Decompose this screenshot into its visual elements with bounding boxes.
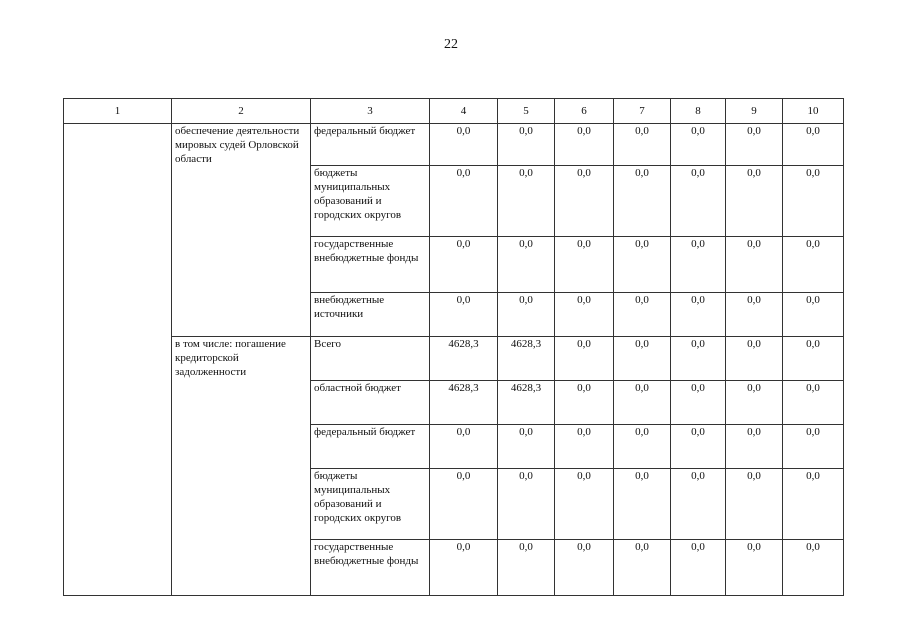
header-col-3: 3 [311, 99, 430, 124]
table-row [64, 337, 844, 381]
value-cell: 0,0 [671, 166, 726, 237]
value-cell: 0,0 [498, 469, 555, 540]
value-cell: 0,0 [498, 124, 555, 166]
value-cell: 0,0 [614, 293, 671, 337]
value-cell: 0,0 [555, 166, 614, 237]
value-cell: 0,0 [614, 469, 671, 540]
value-cell: 0,0 [614, 124, 671, 166]
value-cell: 0,0 [783, 469, 844, 540]
header-col-9: 9 [726, 99, 783, 124]
value-cell: 0,0 [783, 293, 844, 337]
value-cell: 0,0 [498, 293, 555, 337]
header-col-8: 8 [671, 99, 726, 124]
value-cell: 4628,3 [498, 337, 555, 381]
value-cell: 0,0 [671, 337, 726, 381]
value-cell: 0,0 [614, 237, 671, 293]
value-cell: 0,0 [671, 293, 726, 337]
value-cell: 0,0 [430, 237, 498, 293]
value-cell: 4628,3 [430, 381, 498, 425]
value-cell: 0,0 [726, 425, 783, 469]
header-col-1: 1 [64, 99, 172, 124]
header-row [64, 99, 844, 124]
value-cell: 0,0 [783, 381, 844, 425]
value-cell: 0,0 [498, 237, 555, 293]
value-cell: 0,0 [726, 469, 783, 540]
header-col-7: 7 [614, 99, 671, 124]
header-col-10: 10 [783, 99, 844, 124]
value-cell: 0,0 [671, 124, 726, 166]
funding-source: Всего [311, 337, 430, 381]
header-col-4: 4 [430, 99, 498, 124]
table-body [64, 124, 844, 596]
column-1-cell [64, 124, 172, 596]
value-cell: 0,0 [614, 166, 671, 237]
value-cell: 0,0 [783, 124, 844, 166]
value-cell: 0,0 [430, 540, 498, 596]
value-cell: 0,0 [614, 337, 671, 381]
value-cell: 0,0 [671, 381, 726, 425]
value-cell: 0,0 [726, 540, 783, 596]
header-col-6: 6 [555, 99, 614, 124]
value-cell: 0,0 [555, 469, 614, 540]
table-row [64, 124, 844, 166]
funding-source: бюджеты муниципальных образований и городских округов [311, 469, 430, 540]
value-cell: 0,0 [726, 337, 783, 381]
value-cell: 0,0 [498, 540, 555, 596]
funding-source: государственные внебюджетные фонды [311, 540, 430, 596]
header-col-2: 2 [172, 99, 311, 124]
activity-description: обеспечение деятельности мировых судей Орловской области [172, 124, 311, 337]
value-cell: 0,0 [498, 425, 555, 469]
funding-source: федеральный бюджет [311, 425, 430, 469]
value-cell: 0,0 [430, 469, 498, 540]
funding-source: государственные внебюджетные фонды [311, 237, 430, 293]
value-cell: 0,0 [614, 540, 671, 596]
funding-source: федеральный бюджет [311, 124, 430, 166]
value-cell: 0,0 [555, 425, 614, 469]
budget-table [63, 98, 844, 596]
value-cell: 0,0 [726, 237, 783, 293]
funding-source: областной бюджет [311, 381, 430, 425]
value-cell: 0,0 [783, 166, 844, 237]
value-cell: 0,0 [783, 540, 844, 596]
value-cell: 0,0 [671, 425, 726, 469]
value-cell: 0,0 [555, 337, 614, 381]
value-cell: 0,0 [430, 124, 498, 166]
value-cell: 4628,3 [498, 381, 555, 425]
value-cell: 0,0 [430, 425, 498, 469]
funding-source: внебюджетные источники [311, 293, 430, 337]
value-cell: 0,0 [783, 337, 844, 381]
value-cell: 0,0 [555, 381, 614, 425]
value-cell: 0,0 [783, 237, 844, 293]
value-cell: 0,0 [726, 124, 783, 166]
value-cell: 0,0 [555, 540, 614, 596]
value-cell: 0,0 [671, 540, 726, 596]
value-cell: 0,0 [671, 237, 726, 293]
funding-source: бюджеты муниципальных образований и городских округов [311, 166, 430, 237]
header-col-5: 5 [498, 99, 555, 124]
value-cell: 0,0 [726, 166, 783, 237]
value-cell: 0,0 [555, 124, 614, 166]
page-number: 22 [444, 37, 458, 52]
value-cell: 0,0 [671, 469, 726, 540]
value-cell: 0,0 [614, 381, 671, 425]
value-cell: 0,0 [498, 166, 555, 237]
activity-description: в том числе: погашение кредиторской задолженности [172, 337, 311, 596]
value-cell: 0,0 [430, 293, 498, 337]
value-cell: 0,0 [726, 293, 783, 337]
value-cell: 0,0 [555, 293, 614, 337]
value-cell: 0,0 [726, 381, 783, 425]
value-cell: 0,0 [614, 425, 671, 469]
value-cell: 0,0 [555, 237, 614, 293]
value-cell: 0,0 [430, 166, 498, 237]
value-cell: 4628,3 [430, 337, 498, 381]
value-cell: 0,0 [783, 425, 844, 469]
